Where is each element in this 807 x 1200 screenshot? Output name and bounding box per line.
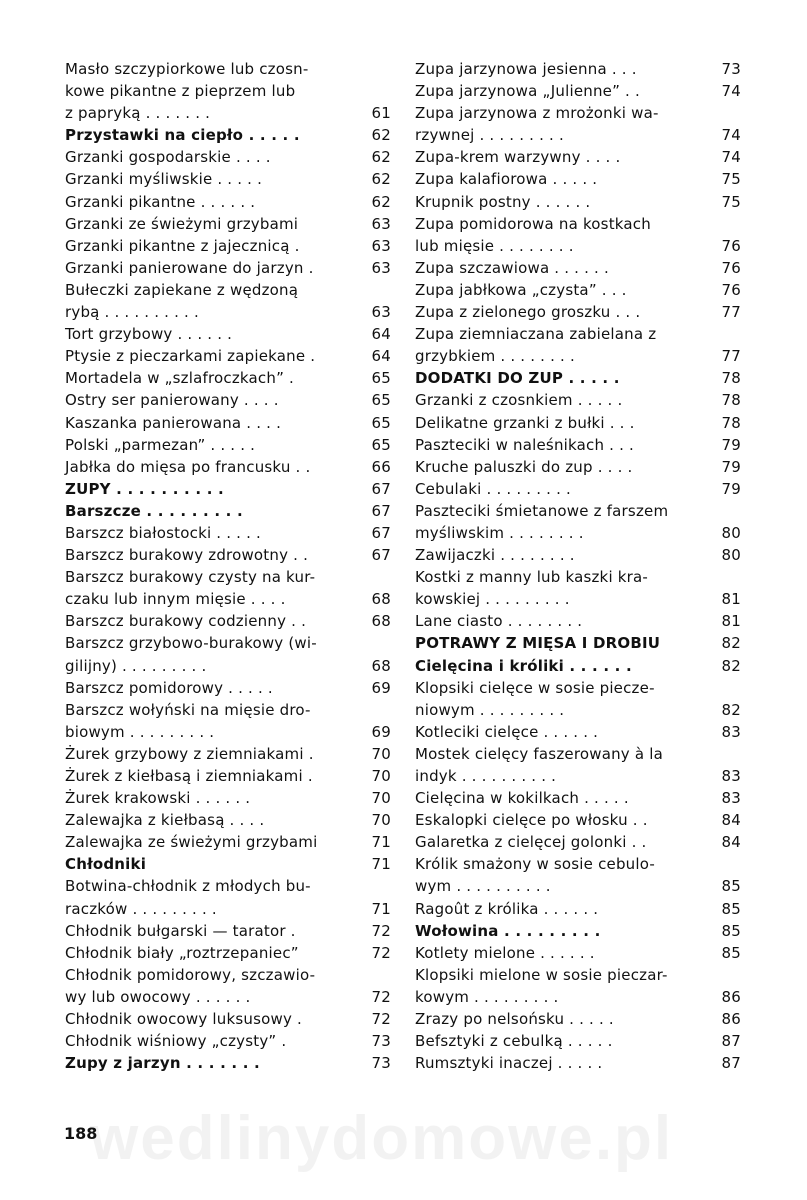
toc-entry-title: Delikatne grzanki z bułki . . . bbox=[415, 413, 635, 432]
toc-entry-page: 64 bbox=[371, 325, 391, 344]
toc-entry bbox=[415, 787, 741, 809]
toc-entry-title: raczków . . . . . . . . . bbox=[65, 899, 217, 918]
toc-entry bbox=[65, 1008, 391, 1030]
toc-entry-title: Zupa szczawiowa . . . . . . bbox=[415, 258, 609, 277]
toc-entry-page: 67 bbox=[371, 523, 391, 542]
toc-entry-page: 84 bbox=[721, 833, 741, 852]
toc-entry-title: Cielęcina w kokilkach . . . . . bbox=[415, 789, 629, 808]
toc-entry-page: 61 bbox=[371, 104, 391, 123]
toc-entry-page: 68 bbox=[371, 612, 391, 631]
toc-entry bbox=[415, 831, 741, 853]
toc-entry bbox=[65, 875, 391, 897]
toc-entry bbox=[415, 809, 741, 831]
toc-entry-title: Barszcz wołyński na mięsie dro- bbox=[65, 700, 311, 719]
toc-entry bbox=[65, 677, 391, 699]
toc-entry-page: 85 bbox=[721, 877, 741, 896]
toc-entry-title: Cielęcina i króliki . . . . . . bbox=[415, 656, 632, 675]
toc-entry-title: niowym . . . . . . . . . bbox=[415, 700, 565, 719]
toc-entry-page: 65 bbox=[371, 435, 391, 454]
toc-entry-title: Barszcz białostocki . . . . . bbox=[65, 523, 262, 542]
toc-entry-page: 69 bbox=[371, 678, 391, 697]
toc-entry-title: rybą . . . . . . . . . . bbox=[65, 303, 199, 322]
toc-entry-page: 70 bbox=[371, 744, 391, 763]
toc-entry-title: Lane ciasto . . . . . . . . bbox=[415, 612, 583, 631]
toc-entry bbox=[65, 809, 391, 831]
toc-entry bbox=[415, 389, 741, 411]
toc-entry-title: Paszteciki śmietanowe z farszem bbox=[415, 501, 669, 520]
toc-entry bbox=[65, 986, 391, 1008]
toc-entry-title: Chłodnik wiśniowy „czysty” . bbox=[65, 1032, 287, 1051]
toc-section-heading bbox=[415, 655, 741, 677]
toc-entry-title: Paszteciki w naleśnikach . . . bbox=[415, 435, 634, 454]
toc-entry-title: Ragoût z królika . . . . . . bbox=[415, 899, 599, 918]
toc-entry bbox=[65, 632, 391, 654]
toc-entry-page: 66 bbox=[371, 457, 391, 476]
toc-entry bbox=[65, 434, 391, 456]
toc-entry bbox=[415, 102, 741, 124]
toc-entry-page: 83 bbox=[721, 767, 741, 785]
toc-entry bbox=[65, 168, 391, 190]
toc-entry-page: 76 bbox=[721, 258, 741, 277]
toc-section-heading bbox=[415, 632, 741, 654]
toc-entry bbox=[415, 743, 741, 765]
toc-entry bbox=[65, 566, 391, 588]
toc-entry-title: Grzanki gospodarskie . . . . bbox=[65, 148, 271, 167]
toc-entry bbox=[415, 235, 741, 257]
toc-entry bbox=[65, 898, 391, 920]
toc-entry-title: Klopsiki mielone w sosie pieczar- bbox=[415, 965, 668, 984]
toc-section-heading bbox=[65, 853, 391, 875]
toc-entry-title: gilijny) . . . . . . . . . bbox=[65, 656, 207, 675]
toc-entry bbox=[65, 213, 391, 235]
toc-entry bbox=[415, 191, 741, 213]
toc-entry-page: 82 bbox=[721, 634, 741, 653]
toc-entry bbox=[415, 213, 741, 235]
toc-entry-title: Kaszanka panierowana . . . . bbox=[65, 413, 282, 432]
toc-entry-title: Grzanki z czosnkiem . . . . . bbox=[415, 391, 623, 410]
toc-entry-title: Żurek krakowski . . . . . . bbox=[65, 789, 251, 808]
toc-entry-page: 67 bbox=[371, 479, 391, 498]
toc-entry-page: 81 bbox=[721, 612, 741, 631]
toc-entry bbox=[415, 986, 741, 1008]
toc-entry bbox=[65, 257, 391, 279]
toc-entry bbox=[65, 942, 391, 964]
toc-entry-page: 78 bbox=[721, 391, 741, 410]
toc-entry bbox=[415, 765, 741, 787]
toc-entry-page: 87 bbox=[721, 1054, 741, 1073]
toc-entry-page: 83 bbox=[721, 789, 741, 808]
toc-entry bbox=[65, 721, 391, 743]
toc-entry-page: 78 bbox=[721, 413, 741, 432]
toc-entry bbox=[415, 853, 741, 875]
toc-entry-title: Zupa ziemniaczana zabielana z bbox=[415, 325, 657, 344]
toc-entry-title: Zupa jarzynowa jesienna . . . bbox=[415, 60, 637, 78]
toc-entry-page: 72 bbox=[371, 1010, 391, 1029]
toc-entry-title: Zupa pomidorowa na kostkach bbox=[415, 214, 651, 233]
toc-entry bbox=[65, 279, 391, 301]
toc-entry-page: 73 bbox=[721, 60, 741, 78]
toc-entry-title: myśliwskim . . . . . . . . bbox=[415, 523, 584, 542]
toc-entry bbox=[415, 434, 741, 456]
toc-entry bbox=[415, 500, 741, 522]
toc-entry-page: 70 bbox=[371, 811, 391, 830]
toc-entry-title: Mostek cielęcy faszerowany à la bbox=[415, 744, 663, 763]
toc-entry bbox=[415, 146, 741, 168]
toc-entry-title: Krupnik postny . . . . . . bbox=[415, 192, 591, 211]
toc-entry-title: Ptysie z pieczarkami zapiekane . bbox=[65, 347, 316, 366]
toc-entry-page: 81 bbox=[721, 590, 741, 609]
toc-entry-page: 87 bbox=[721, 1032, 741, 1051]
toc-entry-title: Grzanki myśliwskie . . . . . bbox=[65, 170, 263, 189]
toc-entry-page: 73 bbox=[371, 1054, 391, 1073]
toc-entry bbox=[415, 279, 741, 301]
toc-entry bbox=[65, 301, 391, 323]
toc-entry-page: 75 bbox=[721, 192, 741, 211]
toc-entry bbox=[415, 677, 741, 699]
toc-entry bbox=[65, 522, 391, 544]
toc-entry-page: 72 bbox=[371, 943, 391, 962]
toc-entry-title: czaku lub innym mięsie . . . . bbox=[65, 590, 286, 609]
toc-entry bbox=[415, 301, 741, 323]
toc-entry-page: 75 bbox=[721, 170, 741, 189]
toc-entry-title: Zalewajka z kiełbasą . . . . bbox=[65, 811, 265, 830]
toc-entry-page: 76 bbox=[721, 236, 741, 255]
toc-entry bbox=[415, 942, 741, 964]
toc-entry-title: Barszcze . . . . . . . . . bbox=[65, 501, 243, 520]
toc-entry-page: 82 bbox=[721, 656, 741, 675]
toc-entry-title: z papryką . . . . . . . bbox=[65, 104, 211, 123]
toc-entry-page: 85 bbox=[721, 921, 741, 940]
toc-entry-page: 64 bbox=[371, 347, 391, 366]
toc-entry-page: 77 bbox=[721, 303, 741, 322]
toc-entry bbox=[65, 412, 391, 434]
toc-entry-title: Zawijaczki . . . . . . . . bbox=[415, 546, 575, 565]
toc-entry-page: 70 bbox=[371, 767, 391, 785]
toc-entry-page: 79 bbox=[721, 435, 741, 454]
toc-entry-title: Mortadela w „szlafroczkach” . bbox=[65, 369, 294, 388]
toc-entry-page: 65 bbox=[371, 391, 391, 410]
toc-entry bbox=[65, 544, 391, 566]
toc-entry-title: Chłodnik pomidorowy, szczawio- bbox=[65, 965, 316, 984]
toc-entry bbox=[65, 610, 391, 632]
toc-entry-page: 74 bbox=[721, 148, 741, 167]
toc-entry bbox=[65, 235, 391, 257]
toc-entry bbox=[65, 58, 391, 80]
toc-entry-page: 86 bbox=[721, 1010, 741, 1029]
toc-entry-title: Ostry ser panierowany . . . . bbox=[65, 391, 279, 410]
toc-entry-title: Grzanki panierowane do jarzyn . bbox=[65, 258, 314, 277]
toc-section-heading bbox=[415, 920, 741, 942]
toc-entry-title: Kostki z manny lub kaszki kra- bbox=[415, 568, 649, 587]
toc-entry-title: Żurek grzybowy z ziemniakami . bbox=[65, 744, 314, 763]
toc-section-heading bbox=[415, 367, 741, 389]
toc-entry bbox=[65, 743, 391, 765]
toc-entry bbox=[415, 964, 741, 986]
toc-section-heading bbox=[65, 478, 391, 500]
toc-entry bbox=[415, 456, 741, 478]
toc-entry-title: kowe pikantne z pieprzem lub bbox=[65, 82, 296, 101]
page-number: 188 bbox=[64, 1124, 98, 1143]
toc-left-column bbox=[65, 58, 391, 1074]
toc-entry-page: 67 bbox=[371, 546, 391, 565]
toc-entry-page: 65 bbox=[371, 369, 391, 388]
toc-entry-page: 63 bbox=[371, 214, 391, 233]
toc-entry-page: 72 bbox=[371, 987, 391, 1006]
toc-entry-title: Królik smażony w sosie cebulo- bbox=[415, 855, 656, 874]
toc-entry-title: indyk . . . . . . . . . . bbox=[415, 767, 557, 785]
toc-entry-title: grzybkiem . . . . . . . . bbox=[415, 347, 575, 366]
toc-entry-page: 77 bbox=[721, 347, 741, 366]
toc-entry-page: 62 bbox=[371, 192, 391, 211]
toc-entry bbox=[65, 655, 391, 677]
toc-entry bbox=[65, 146, 391, 168]
toc-entry-title: Zupa kalafiorowa . . . . . bbox=[415, 170, 598, 189]
toc-entry bbox=[65, 80, 391, 102]
toc-entry-title: Botwina-chłodnik z młodych bu- bbox=[65, 877, 311, 896]
toc-entry-title: Polski „parmezan” . . . . . bbox=[65, 435, 256, 454]
toc-entry-page: 79 bbox=[721, 457, 741, 476]
toc-entry-title: Zupa jarzynowa „Julienne” . . bbox=[415, 82, 640, 101]
toc-entry bbox=[415, 1008, 741, 1030]
toc-entry-title: Chłodnik owocowy luksusowy . bbox=[65, 1010, 302, 1029]
toc-entry-title: Barszcz grzybowo-burakowy (wi- bbox=[65, 634, 317, 653]
toc-entry-title: Galaretka z cielęcej golonki . . bbox=[415, 833, 647, 852]
toc-entry bbox=[65, 389, 391, 411]
toc-entry-page: 71 bbox=[371, 833, 391, 852]
toc-entry bbox=[415, 80, 741, 102]
toc-entry-page: 79 bbox=[721, 479, 741, 498]
toc-entry-title: Cebulaki . . . . . . . . . bbox=[415, 479, 571, 498]
toc-entry-title: Masło szczypiorkowe lub czosn- bbox=[65, 60, 309, 78]
toc-entry-page: 72 bbox=[371, 921, 391, 940]
toc-entry-page: 86 bbox=[721, 987, 741, 1006]
toc-entry bbox=[65, 765, 391, 787]
toc-section-heading bbox=[65, 1052, 391, 1074]
toc-entry-title: Befsztyki z cebulką . . . . . bbox=[415, 1032, 613, 1051]
toc-entry-title: DODATKI DO ZUP . . . . . bbox=[415, 369, 620, 388]
toc-entry-page: 68 bbox=[371, 590, 391, 609]
toc-entry-page: 62 bbox=[371, 126, 391, 145]
toc-entry-title: Rumsztyki inaczej . . . . . bbox=[415, 1054, 603, 1073]
toc-entry-title: Przystawki na ciepło . . . . . bbox=[65, 126, 300, 145]
toc-entry-title: POTRAWY Z MIĘSA I DROBIU bbox=[415, 634, 661, 653]
toc-entry bbox=[65, 699, 391, 721]
toc-entry-title: Zrazy po nelsońsku . . . . . bbox=[415, 1010, 614, 1029]
toc-entry-title: Żurek z kiełbasą i ziemniakami . bbox=[65, 767, 313, 785]
toc-entry-title: Zupy z jarzyn . . . . . . . bbox=[65, 1054, 260, 1073]
toc-right-column bbox=[415, 58, 741, 1074]
toc-entry-page: 63 bbox=[371, 303, 391, 322]
toc-entry-page: 80 bbox=[721, 546, 741, 565]
toc-entry-title: Zupa z zielonego groszku . . . bbox=[415, 303, 641, 322]
toc-entry-title: Kotleciki cielęce . . . . . . bbox=[415, 722, 599, 741]
toc-entry bbox=[65, 345, 391, 367]
toc-entry bbox=[415, 323, 741, 345]
toc-entry bbox=[415, 610, 741, 632]
toc-entry-title: Grzanki pikantne z jajecznicą . bbox=[65, 236, 300, 255]
toc-entry bbox=[65, 367, 391, 389]
toc-entry bbox=[415, 58, 741, 80]
toc-entry bbox=[415, 566, 741, 588]
toc-entry bbox=[65, 102, 391, 124]
toc-entry-title: kowskiej . . . . . . . . . bbox=[415, 590, 570, 609]
toc-entry-title: Chłodnik bułgarski — tarator . bbox=[65, 921, 296, 940]
toc-entry-title: Grzanki pikantne . . . . . . bbox=[65, 192, 256, 211]
toc-entry-title: Zupa jarzynowa z mrożonki wa- bbox=[415, 104, 659, 123]
toc-entry bbox=[65, 588, 391, 610]
toc-entry-title: biowym . . . . . . . . . bbox=[65, 722, 215, 741]
toc-entry-page: 62 bbox=[371, 148, 391, 167]
toc-entry-title: Bułeczki zapiekane z wędzoną bbox=[65, 280, 299, 299]
toc-entry-page: 85 bbox=[721, 899, 741, 918]
toc-entry-title: Barszcz burakowy codzienny . . bbox=[65, 612, 307, 631]
toc-entry-page: 69 bbox=[371, 722, 391, 741]
toc-entry-page: 63 bbox=[371, 258, 391, 277]
toc-entry bbox=[415, 898, 741, 920]
toc-entry-page: 71 bbox=[371, 899, 391, 918]
toc-entry-title: Chłodniki bbox=[65, 855, 147, 874]
toc-entry-title: Barszcz pomidorowy . . . . . bbox=[65, 678, 273, 697]
toc-entry-title: Tort grzybowy . . . . . . bbox=[65, 325, 233, 344]
toc-entry-title: Kruche paluszki do zup . . . . bbox=[415, 457, 633, 476]
toc-entry-title: Klopsiki cielęce w sosie piecze- bbox=[415, 678, 655, 697]
toc-entry bbox=[415, 168, 741, 190]
toc-entry-title: wy lub owocowy . . . . . . bbox=[65, 987, 251, 1006]
toc-entry bbox=[415, 124, 741, 146]
toc-entry-title: Barszcz burakowy czysty na kur- bbox=[65, 568, 316, 587]
toc-entry bbox=[415, 478, 741, 500]
toc-entry-page: 83 bbox=[721, 722, 741, 741]
toc-entry-page: 76 bbox=[721, 280, 741, 299]
watermark: wedlinydomowe.pl bbox=[90, 1104, 674, 1173]
toc-entry bbox=[65, 191, 391, 213]
toc-entry bbox=[415, 412, 741, 434]
toc-entry-page: 82 bbox=[721, 700, 741, 719]
toc-entry-title: Barszcz burakowy zdrowotny . . bbox=[65, 546, 309, 565]
toc-entry bbox=[415, 721, 741, 743]
toc-entry-page: 84 bbox=[721, 811, 741, 830]
toc-entry bbox=[415, 1052, 741, 1074]
toc-entry bbox=[415, 875, 741, 897]
toc-section-heading bbox=[65, 124, 391, 146]
toc-entry-page: 67 bbox=[371, 501, 391, 520]
toc-entry-page: 80 bbox=[721, 523, 741, 542]
toc-entry bbox=[65, 1030, 391, 1052]
toc-entry bbox=[65, 831, 391, 853]
toc-entry-title: Zupa jabłkowa „czysta” . . . bbox=[415, 280, 627, 299]
toc-entry-page: 63 bbox=[371, 236, 391, 255]
toc-entry bbox=[65, 964, 391, 986]
toc-entry-page: 85 bbox=[721, 943, 741, 962]
toc-entry bbox=[65, 456, 391, 478]
toc-entry-title: Zupa-krem warzywny . . . . bbox=[415, 148, 621, 167]
toc-entry bbox=[415, 588, 741, 610]
toc-entry bbox=[415, 1030, 741, 1052]
toc-entry-title: wym . . . . . . . . . . bbox=[415, 877, 551, 896]
toc-entry-title: kowym . . . . . . . . . bbox=[415, 987, 559, 1006]
toc-entry-title: Grzanki ze świeżymi grzybami bbox=[65, 214, 299, 233]
toc-entry-page: 65 bbox=[371, 413, 391, 432]
toc-entry-title: Eskalopki cielęce po włosku . . bbox=[415, 811, 648, 830]
toc-entry-page: 62 bbox=[371, 170, 391, 189]
toc-entry bbox=[415, 257, 741, 279]
toc-entry-title: rzywnej . . . . . . . . . bbox=[415, 126, 564, 145]
toc-entry bbox=[65, 787, 391, 809]
toc-entry-page: 74 bbox=[721, 126, 741, 145]
toc-entry-title: Jabłka do mięsa po francusku . . bbox=[65, 457, 311, 476]
toc-entry bbox=[415, 522, 741, 544]
toc-entry-title: Chłodnik biały „roztrzepaniec” bbox=[65, 943, 299, 962]
toc-entry-title: Kotlety mielone . . . . . . bbox=[415, 943, 595, 962]
toc-section-heading bbox=[65, 500, 391, 522]
toc-entry-title: Zalewajka ze świeżymi grzybami bbox=[65, 833, 318, 852]
toc-entry-page: 73 bbox=[371, 1032, 391, 1051]
toc-entry bbox=[65, 323, 391, 345]
toc-entry-page: 68 bbox=[371, 656, 391, 675]
toc-entry bbox=[415, 345, 741, 367]
toc-entry bbox=[415, 544, 741, 566]
toc-entry bbox=[65, 920, 391, 942]
toc-entry-page: 78 bbox=[721, 369, 741, 388]
toc-entry-title: ZUPY . . . . . . . . . . bbox=[65, 479, 224, 498]
toc-entry-page: 70 bbox=[371, 789, 391, 808]
toc-entry bbox=[415, 699, 741, 721]
toc-entry-page: 71 bbox=[371, 855, 391, 874]
toc-entry-page: 74 bbox=[721, 82, 741, 101]
toc-entry-title: Wołowina . . . . . . . . . bbox=[415, 921, 601, 940]
toc-entry-title: lub mięsie . . . . . . . . bbox=[415, 236, 574, 255]
